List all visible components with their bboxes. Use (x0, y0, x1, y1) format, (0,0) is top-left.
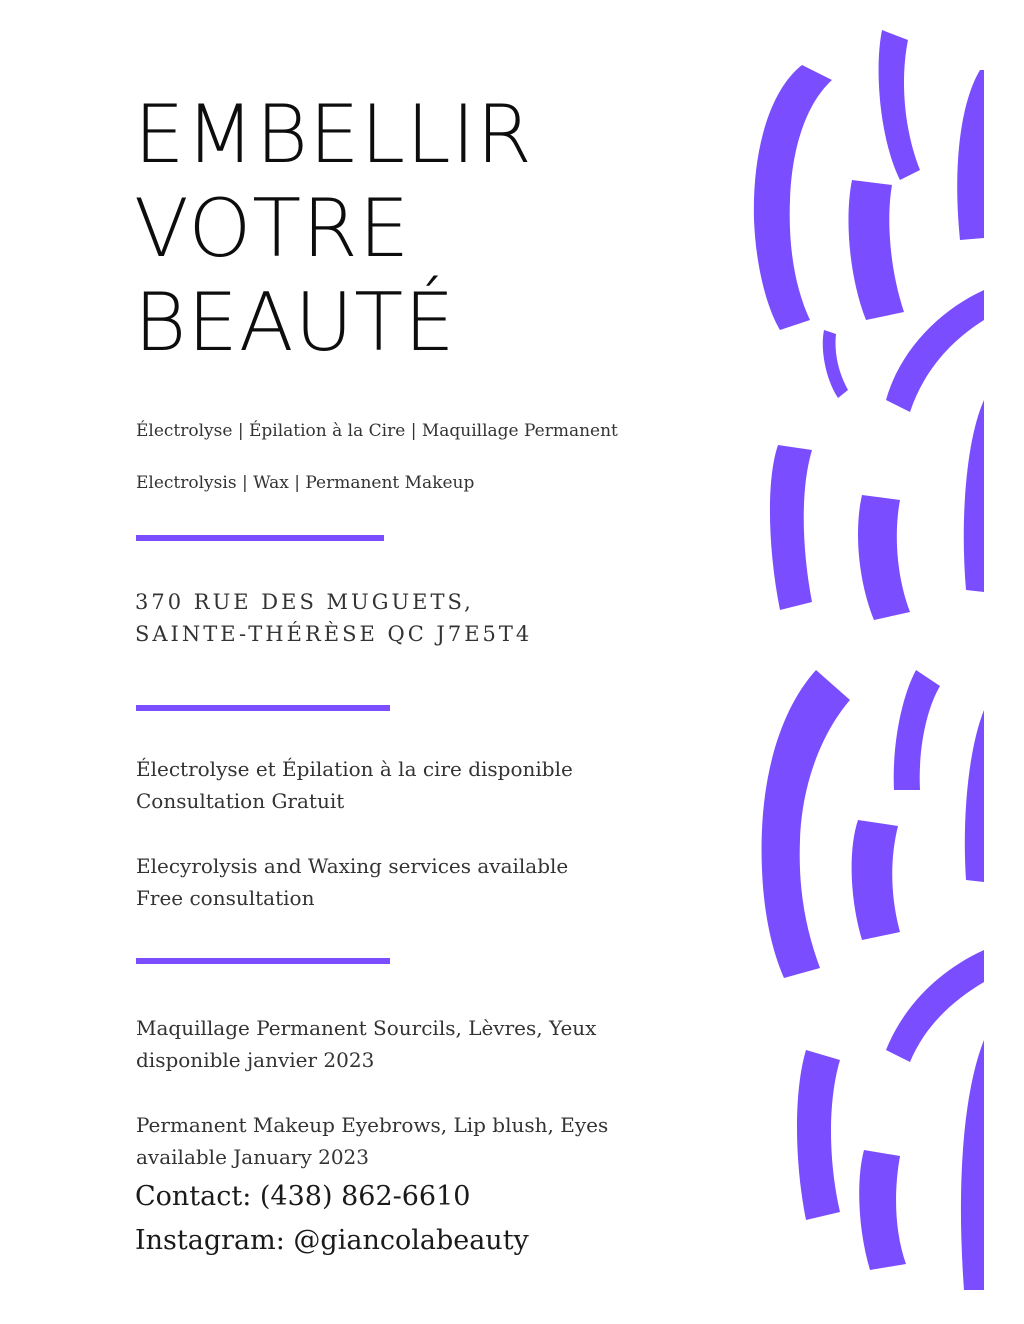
divider-bottom (136, 958, 390, 964)
brush-stroke (770, 445, 812, 610)
address-line-1: 370 RUE DES MUGUETS, (135, 590, 474, 614)
title-line-3: BEAUTÉ (134, 276, 456, 369)
brush-stroke (858, 495, 910, 620)
availability-en-line-1: Elecyrolysis and Waxing services available (136, 854, 569, 878)
brush-stroke (823, 330, 848, 398)
availability-fr-line-1: Électrolyse et Épilation à la cire disponible (136, 757, 573, 781)
brush-stroke (964, 400, 984, 592)
availability-english (136, 850, 568, 914)
divider-top (136, 535, 384, 541)
address-line-2: SAINTE-THÉRÈSE QC J7E5T4 (135, 622, 533, 646)
brush-stroke (848, 180, 904, 320)
brush-stroke (957, 70, 984, 240)
brush-stroke (754, 65, 832, 330)
brush-stroke (886, 950, 984, 1062)
contact-instagram[interactable]: Instagram: @giancolabeauty (135, 1225, 529, 1256)
brush-stroke (894, 670, 940, 790)
contact-info (135, 1175, 529, 1263)
availability-en-line-2: Free consultation (136, 886, 315, 910)
makeup-fr-line-1: Maquillage Permanent Sourcils, Lèvres, Yeux (136, 1016, 597, 1040)
contact-phone[interactable]: Contact: (438) 862-6610 (135, 1181, 471, 1212)
makeup-french (136, 1012, 596, 1076)
brush-stroke (852, 820, 900, 940)
makeup-en-line-1: Permanent Makeup Eyebrows, Lip blush, Eyes (136, 1113, 609, 1137)
brush-stroke (961, 1040, 984, 1290)
brush-stroke (762, 670, 850, 978)
availability-french (136, 753, 573, 817)
makeup-fr-line-2: disponible janvier 2023 (136, 1048, 375, 1072)
address (135, 586, 532, 650)
divider-middle (136, 705, 390, 711)
makeup-en-line-2: available January 2023 (136, 1145, 369, 1169)
brush-stroke (965, 710, 984, 882)
brush-stroke (879, 30, 920, 180)
availability-fr-line-2: Consultation Gratuit (136, 789, 345, 813)
services-english: Electrolysis | Wax | Permanent Makeup (136, 473, 475, 493)
brush-stroke (859, 1150, 906, 1270)
services-french: Électrolyse | Épilation à la Cire | Maquillage Permanent (136, 421, 618, 441)
title-line-2: VOTRE (134, 182, 411, 275)
brush-stroke (797, 1050, 840, 1220)
page-title (134, 88, 533, 370)
title-line-1: EMBELLIR (134, 88, 533, 181)
brush-stroke-decoration (740, 20, 990, 1300)
makeup-english (136, 1109, 608, 1173)
